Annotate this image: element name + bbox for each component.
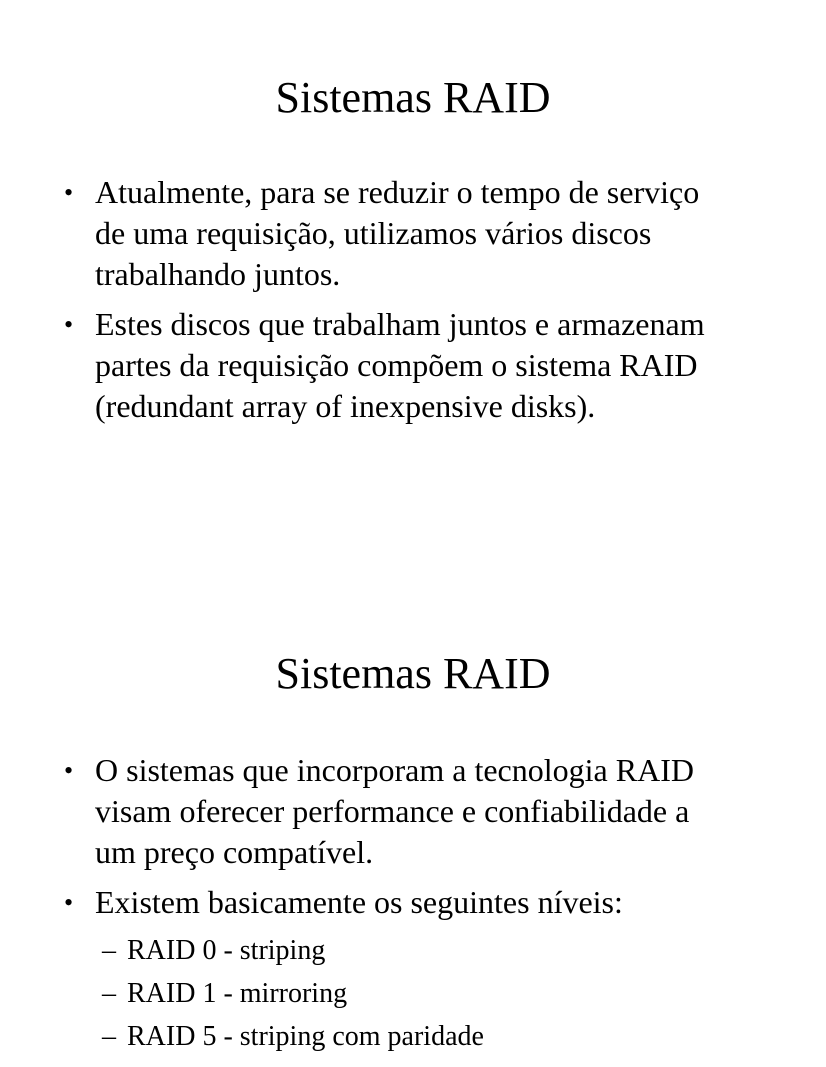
bullet-item [0, 304, 715, 427]
sub-bullet-text: RAID 0 - striping [127, 935, 326, 966]
sub-bullet-item [0, 1015, 747, 1058]
bullet-text: Estes discos que trabalham juntos e armazenam partes da requisição compõem o sistema RAID (redundant array of inexpensive disks). [95, 306, 705, 424]
dash-icon: – [102, 935, 116, 966]
bullet-icon: • [64, 310, 74, 339]
bullet-icon: • [64, 888, 74, 917]
sub-bullet-list [95, 929, 715, 1058]
dash-icon: – [102, 1021, 116, 1052]
bullet-list [0, 750, 715, 1067]
bullet-text: Atualmente, para se reduzir o tempo de serviço de uma requisição, utilizamos vários discos trabalhando juntos. [95, 174, 700, 292]
slide-title: Sistemas RAID [275, 73, 551, 122]
bullet-text: O sistemas que incorporam a tecnologia RAID visam oferecer performance e confiabilidade a um preço compatível. [95, 752, 694, 870]
bullet-item [0, 750, 715, 873]
bullet-item [0, 882, 715, 1058]
dash-icon: – [102, 978, 116, 1009]
sub-bullet-item [0, 929, 747, 972]
bullet-item [0, 172, 715, 295]
bullet-icon: • [64, 178, 74, 207]
slide-title: Sistemas RAID [275, 649, 551, 698]
sub-bullet-item [0, 972, 747, 1015]
bullet-text: Existem basicamente os seguintes níveis: [95, 884, 623, 920]
sub-bullet-text: RAID 5 - striping com paridade [127, 1021, 484, 1052]
sub-bullet-text: RAID 1 - mirroring [127, 978, 348, 1009]
slide-2 [0, 576, 768, 1052]
bullet-icon: • [64, 756, 74, 785]
bullet-list [0, 172, 715, 436]
